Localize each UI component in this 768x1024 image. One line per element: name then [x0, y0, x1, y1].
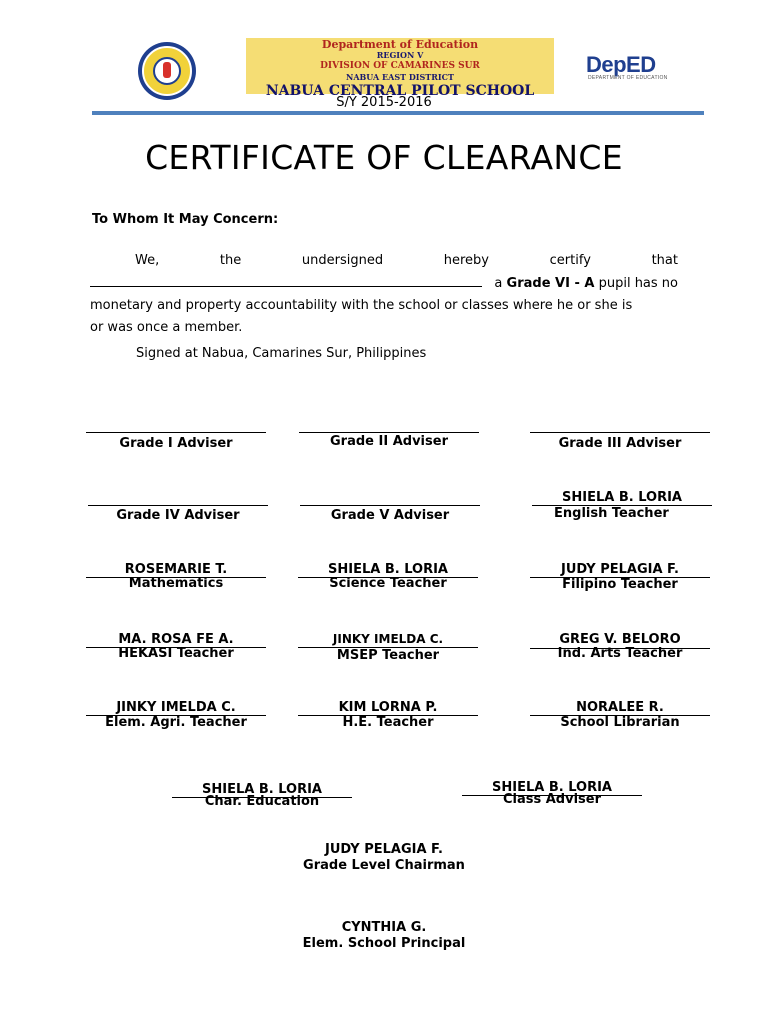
signatory-role: School Librarian: [560, 715, 680, 730]
pupil-name-blank[interactable]: [90, 272, 482, 287]
body-line-3: monetary and property accountability with the school or classes where he or she is: [90, 298, 633, 313]
certificate-body: [90, 250, 678, 339]
signatory-role: Char. Education: [204, 794, 320, 809]
deped-logo-subtitle: DEPARTMENT OF EDUCATION: [588, 75, 668, 81]
page-title: CERTIFICATE OF CLEARANCE: [145, 138, 623, 177]
signatory-name: JUDY PELAGIA F.: [325, 842, 443, 857]
school-seal-icon: [138, 42, 196, 100]
deped-logo: DepED: [586, 52, 656, 77]
signatory-role: Grade Level Chairman: [303, 858, 465, 873]
salutation: To Whom It May Concern:: [92, 212, 279, 227]
signatory-role: Mathematics: [128, 576, 224, 591]
signature-line: [300, 505, 480, 506]
signatory-role: Class Adviser: [502, 792, 602, 807]
signatory-name: GREG V. BELORO: [559, 632, 681, 647]
signed-at: Signed at Nabua, Camarines Sur, Philippines: [136, 346, 427, 361]
signatory-name: SHIELA B. LORIA: [492, 780, 612, 795]
signatory-name: NORALEE R.: [576, 700, 664, 715]
signatory-role: Grade I Adviser: [119, 436, 233, 451]
signatory-role: Grade II Adviser: [330, 434, 448, 449]
signatory-name: SHIELA B. LORIA: [202, 782, 322, 797]
grade-section: Grade VI - A: [506, 276, 595, 291]
signatory-name: JINKY IMELDA C.: [332, 632, 444, 646]
header-school-name: NABUA CENTRAL PILOT SCHOOL: [265, 83, 535, 99]
signatory-role: Science Teacher: [329, 576, 447, 591]
signatory-role: Grade V Adviser: [330, 508, 450, 523]
signature-line: [88, 505, 268, 506]
header-department: Department of Education: [321, 38, 479, 51]
signature-line: [86, 432, 266, 433]
signatory-role: HEKASI Teacher: [118, 646, 234, 661]
header-division: DIVISION OF CAMARINES SUR: [320, 61, 480, 71]
signatory-role: Elem. School Principal: [302, 936, 466, 951]
signatory-name: JINKY IMELDA C.: [116, 700, 236, 715]
header-divider: [92, 111, 704, 115]
body-line-2: a Grade VI - A pupil has no: [90, 272, 678, 295]
signatory-name: SHIELA B. LORIA: [328, 562, 448, 577]
signatory-role: English Teacher: [554, 506, 669, 521]
signatory-role: Filipino Teacher: [562, 577, 678, 592]
signatory-name: JUDY PELAGIA F.: [561, 562, 679, 577]
signatory-role: Ind. Arts Teacher: [557, 646, 683, 661]
signatory-name: CYNTHIA G.: [341, 920, 427, 935]
signatory-name: SHIELA B. LORIA: [562, 490, 682, 505]
signatory-role: Elem. Agri. Teacher: [105, 715, 247, 730]
school-year: S/Y 2015-2016: [336, 95, 432, 110]
body-line-4: or was once a member.: [90, 320, 243, 335]
signatory-name: MA. ROSA FE A.: [118, 632, 234, 647]
signatory-role: Grade IV Adviser: [116, 508, 240, 523]
signatory-role: Grade III Adviser: [558, 436, 682, 451]
signature-line: [299, 432, 479, 433]
signatory-name: ROSEMARIE T.: [124, 562, 228, 577]
body-line-1: We, the undersigned hereby certify that: [135, 253, 678, 268]
signatory-role: H.E. Teacher: [342, 715, 434, 730]
school-header-banner: [246, 38, 554, 99]
signatory-role: MSEP Teacher: [336, 648, 440, 663]
signature-line: [530, 432, 710, 433]
header-region: REGION V: [376, 50, 424, 60]
header-district: NABUA EAST DISTRICT: [346, 72, 454, 82]
signatory-name: KIM LORNA P.: [338, 700, 438, 715]
